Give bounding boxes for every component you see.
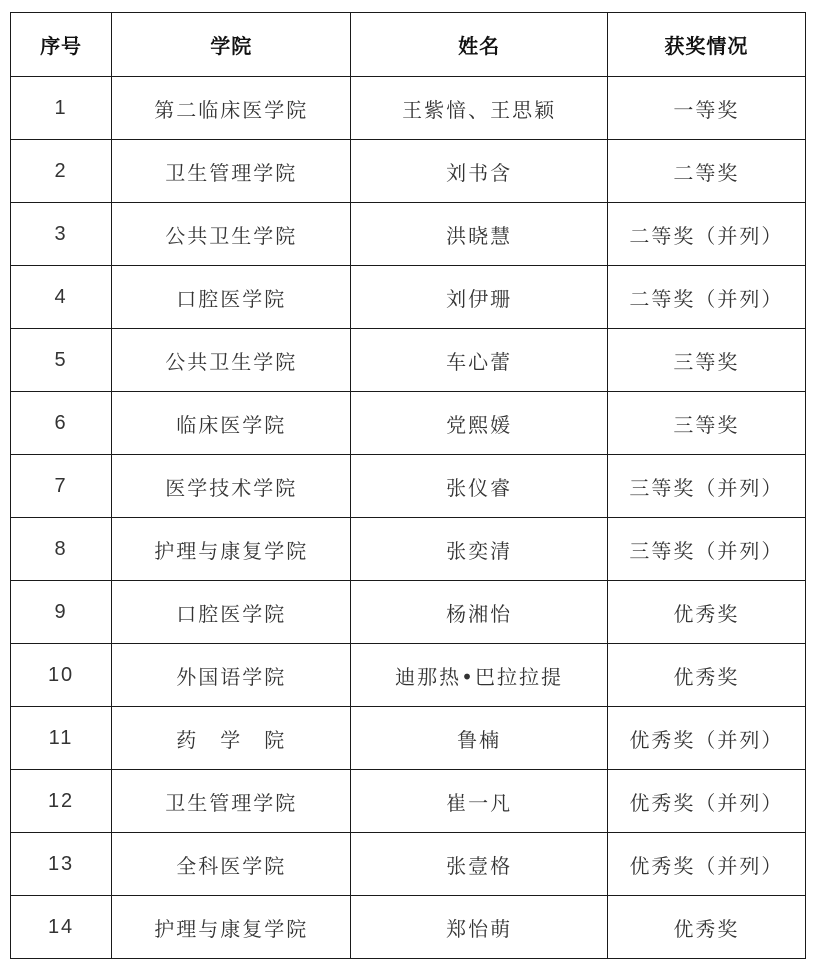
cell-name: 鲁楠 xyxy=(351,707,607,770)
cell-name: 崔一凡 xyxy=(351,770,607,833)
table-row xyxy=(11,266,806,329)
cell-college: 护理与康复学院 xyxy=(112,518,351,581)
cell-name: 刘书含 xyxy=(351,140,607,203)
cell-award: 优秀奖 xyxy=(607,581,805,644)
cell-name: 杨湘怡 xyxy=(351,581,607,644)
cell-college: 第二临床医学院 xyxy=(112,77,351,140)
header-name: 姓名 xyxy=(351,13,607,77)
table-row xyxy=(11,581,806,644)
cell-college: 口腔医学院 xyxy=(112,581,351,644)
cell-college: 药 学 院 xyxy=(112,707,351,770)
table-row xyxy=(11,518,806,581)
cell-award: 优秀奖 xyxy=(607,644,805,707)
cell-award: 二等奖 xyxy=(607,140,805,203)
table-row xyxy=(11,896,806,959)
cell-award: 优秀奖（并列） xyxy=(607,770,805,833)
cell-name: 刘伊珊 xyxy=(351,266,607,329)
table-row xyxy=(11,329,806,392)
cell-name: 车心蕾 xyxy=(351,329,607,392)
cell-no: 12 xyxy=(11,770,112,833)
header-no: 序号 xyxy=(11,13,112,77)
cell-award: 三等奖（并列） xyxy=(607,455,805,518)
cell-no: 1 xyxy=(11,77,112,140)
cell-award: 三等奖（并列） xyxy=(607,518,805,581)
cell-no: 5 xyxy=(11,329,112,392)
cell-no: 2 xyxy=(11,140,112,203)
cell-college: 公共卫生学院 xyxy=(112,329,351,392)
cell-name: 王紫愔、王思颖 xyxy=(351,77,607,140)
cell-college: 全科医学院 xyxy=(112,833,351,896)
table-body xyxy=(11,77,806,959)
cell-no: 11 xyxy=(11,707,112,770)
cell-no: 3 xyxy=(11,203,112,266)
cell-no: 10 xyxy=(11,644,112,707)
cell-college: 护理与康复学院 xyxy=(112,896,351,959)
cell-no: 13 xyxy=(11,833,112,896)
cell-college: 医学技术学院 xyxy=(112,455,351,518)
cell-no: 4 xyxy=(11,266,112,329)
cell-no: 6 xyxy=(11,392,112,455)
header-award: 获奖情况 xyxy=(607,13,805,77)
cell-no: 8 xyxy=(11,518,112,581)
cell-college: 卫生管理学院 xyxy=(112,140,351,203)
cell-name: 洪晓慧 xyxy=(351,203,607,266)
cell-no: 9 xyxy=(11,581,112,644)
table-row xyxy=(11,140,806,203)
cell-no: 14 xyxy=(11,896,112,959)
cell-college: 公共卫生学院 xyxy=(112,203,351,266)
header-college: 学院 xyxy=(112,13,351,77)
table-row xyxy=(11,833,806,896)
cell-name: 迪那热•巴拉拉提 xyxy=(351,644,607,707)
table-row xyxy=(11,644,806,707)
cell-college: 临床医学院 xyxy=(112,392,351,455)
cell-award: 优秀奖（并列） xyxy=(607,833,805,896)
cell-award: 一等奖 xyxy=(607,77,805,140)
cell-name: 党熙媛 xyxy=(351,392,607,455)
cell-name: 张壹格 xyxy=(351,833,607,896)
cell-award: 二等奖（并列） xyxy=(607,203,805,266)
cell-name: 张奕清 xyxy=(351,518,607,581)
table-row xyxy=(11,392,806,455)
cell-college: 口腔医学院 xyxy=(112,266,351,329)
cell-no: 7 xyxy=(11,455,112,518)
cell-award: 二等奖（并列） xyxy=(607,266,805,329)
cell-award: 三等奖 xyxy=(607,329,805,392)
cell-award: 优秀奖（并列） xyxy=(607,707,805,770)
cell-award: 三等奖 xyxy=(607,392,805,455)
cell-college: 外国语学院 xyxy=(112,644,351,707)
cell-college: 卫生管理学院 xyxy=(112,770,351,833)
table-row xyxy=(11,203,806,266)
table-row xyxy=(11,455,806,518)
table-row xyxy=(11,77,806,140)
cell-name: 郑怡萌 xyxy=(351,896,607,959)
table-row xyxy=(11,770,806,833)
cell-name: 张仪睿 xyxy=(351,455,607,518)
table-row xyxy=(11,707,806,770)
header-row xyxy=(11,13,806,77)
award-table xyxy=(10,12,806,959)
cell-award: 优秀奖 xyxy=(607,896,805,959)
